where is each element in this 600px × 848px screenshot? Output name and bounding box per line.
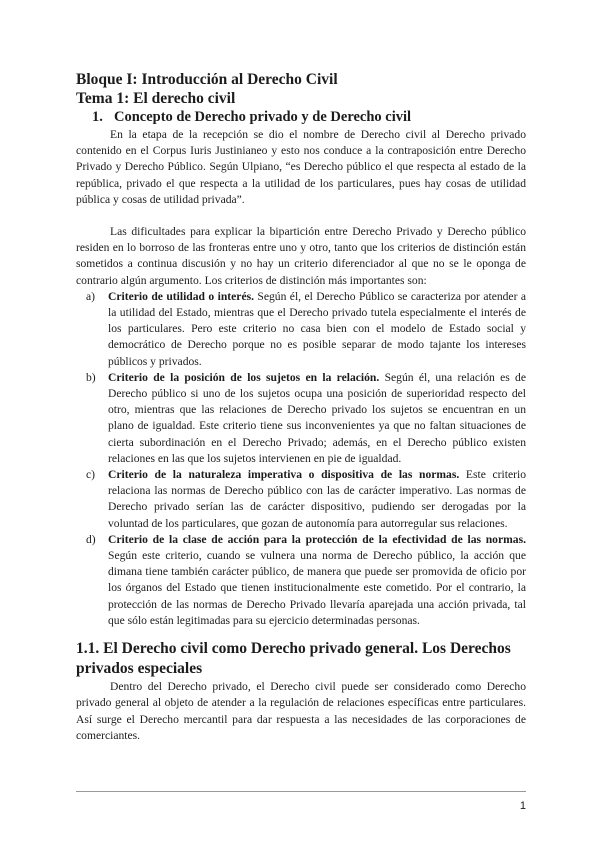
section-1-number: 1. [92,109,103,125]
paragraph-1: En la etapa de la recepción se dio el nombre de Derecho civil al Derecho privado contenido en el Corpus Iuris Justinianeo y esto nos conduce a la contraposición entre Derecho Privado y Derecho Público. Según Ulpiano, “es Derecho público el que respecta al estado de la república, privado el que respecta a la utilidad de los particulares, pues hay cosas de utilidad pública y cosas de utilidad privada”. [76,128,526,206]
criterion-letter: a) [86,289,96,303]
criterion-b [76,370,526,467]
criterion-letter: b) [86,370,96,384]
tema-heading: Tema 1: El derecho civil [76,90,236,107]
criterion-text: Según este criterio, cuando se vulnera una norma de Derecho público, la acción que dimana tiene también carácter público, de manera que puede ser promovida de oficio por los órganos del Estado que tienen institucionalmente este cometido. Por el contrario, la protección de las normas de Derecho Privado llevaría aparejada una acción privada, tal que sólo están legitimadas para su ejercicio determinadas personas. [108,549,526,627]
criterion-text: Según él, el Derecho Público se caracteriza por atender a la utilidad del Estado, mientras que el Derecho privado tutela especialmente el interés de los particulares. Pero este criterio no casa bien con el modelo de Estado social y democrático de Derecho porque no es posible separar de modo tajante los intereses públicos y privados. [108,289,526,368]
criterion-title: Criterio de la clase de acción para la protección de la efectividad de las normas. [108,532,526,546]
footer-divider [76,791,526,792]
section-1-title: Concepto de Derecho privado y de Derecho civil [114,109,412,125]
criterion-c [76,467,526,532]
criterion-body [108,532,526,629]
paragraph-3: Dentro del Derecho privado, el Derecho civil puede ser considerado como Derecho privado general al objeto de atender a la regulación de relaciones específicas entre particulares. Así surge el Derecho mercantil para dar respuesta a las necesidades de las corporaciones de comerciantes. [76,680,526,742]
section-1-heading [92,108,526,127]
criterion-letter: c) [86,468,96,482]
criterion-letter: d) [86,532,96,546]
page-content [76,70,526,744]
criterion-text: Este criterio relaciona las normas de Derecho público con las de carácter imperativo. Las normas de Derecho privado serían las de carácter dispositivo, pudiendo ser derogadas por la voluntad de los particulares, que gozan de autonomía para autorregular sus relaciones. [108,468,526,530]
criterion-title: Criterio de la naturaleza imperativa o dispositiva de las normas. [108,468,460,482]
criterion-body [108,370,526,467]
criterion-a [76,289,526,370]
section-1-1-heading: 1.1. El Derecho civil como Derecho privado general. Los Derechos privados especiales [76,640,511,678]
criteria-list [76,289,526,629]
criterion-text: Según él, una relación es de Derecho público si uno de los sujetos ocupa una posición de superioridad respecto del otro, mientras que las relaciones de Derecho privado los sujetos se encuentran en un plano de igualdad. Este criterio tiene sus inconvenientes ya que no faltan situaciones de cierta subordinación en el Derecho Privado; además, en el Derecho público existen relaciones en las que los sujetos intervienen en pie de igualdad. [108,370,526,465]
paragraph-2: Las dificultades para explicar la bipartición entre Derecho Privado y Derecho público residen en lo borroso de las fronteras entre uno y otro, tanto que los criterios de distinción están sometidos a continua discusión y no hay un criterio diferenciador al que no se le oponga de contrario algún argumento. Los criterios de distinción más importantes son: [76,225,526,287]
criterion-title: Criterio de utilidad o interés. [108,289,254,303]
criterion-body [108,289,526,370]
criterion-title: Criterio de la posición de los sujetos en la relación. [108,370,380,384]
bloque-heading: Bloque I: Introducción al Derecho Civil [76,71,338,88]
page-number: 1 [519,800,526,812]
criterion-body [108,467,526,532]
criterion-d [76,532,526,629]
